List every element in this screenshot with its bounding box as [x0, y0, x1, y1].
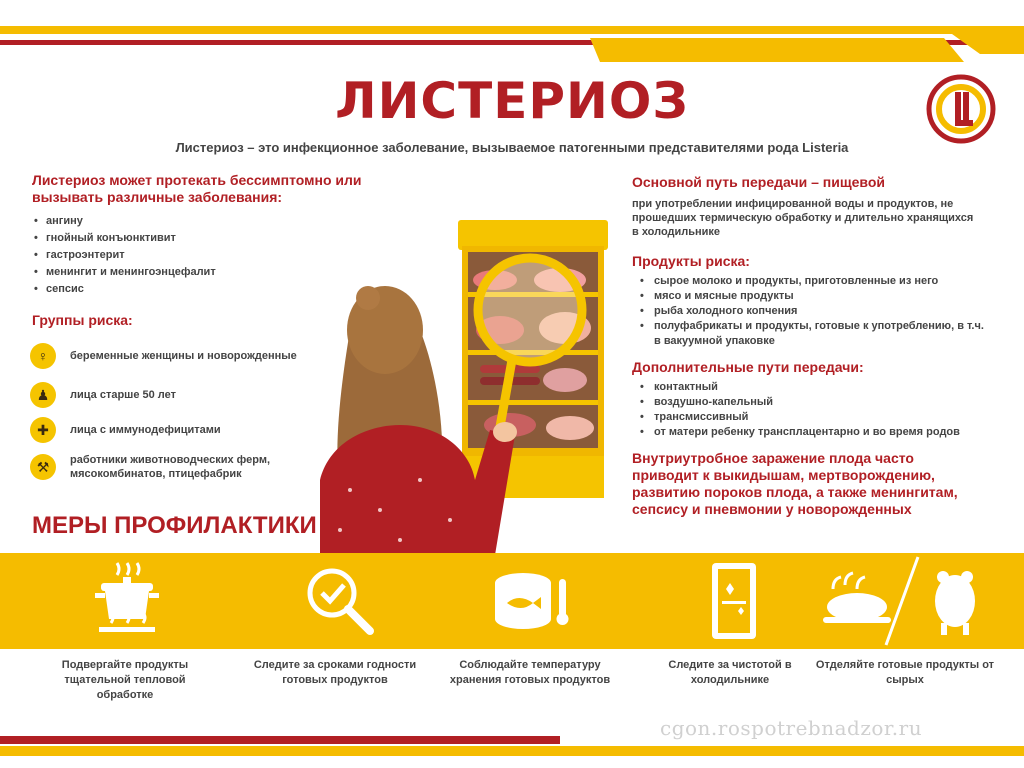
- list-item: • гнойный конъюнктивит: [32, 230, 362, 247]
- measure-caption: Следите за сроками годности готовых продуктов: [253, 659, 417, 686]
- pregnant-woman-icon: ♀: [30, 343, 56, 369]
- additional-routes-list: [632, 380, 1012, 440]
- woman-fridge-illustration: [320, 210, 630, 555]
- list-item: • менингит и менингоэнцефалит: [32, 264, 362, 281]
- magnifier-check-icon: [290, 558, 390, 644]
- diseases-list: [32, 213, 362, 298]
- clean-fridge-icon: [694, 558, 774, 644]
- risk-group-item: ♀ беременные женщины и новорожденные: [30, 343, 340, 369]
- list-item: • сырое молоко и продукты, приготовленные из него: [632, 274, 1012, 289]
- risk-group-item: ⚒ работники животноводческих ферм, мясокомбинатов, птицефабрик: [30, 453, 310, 481]
- list-item: • контактный: [632, 380, 1012, 395]
- list-item: • воздушно-капельный: [632, 395, 1012, 410]
- cooking-pot-icon: [82, 558, 172, 644]
- list-item: • сепсис: [32, 281, 362, 298]
- header-corner-decoration: [560, 24, 1024, 68]
- prevention-heading: МЕРЫ ПРОФИЛАКТИКИ: [32, 512, 317, 539]
- main-route-heading: Основной путь передачи – пищевой: [632, 174, 886, 190]
- list-item: • рыба холодного копчения: [632, 304, 1012, 319]
- list-item: • трансмиссивный: [632, 410, 1012, 425]
- risk-group-item: ♟ лица старше 50 лет: [30, 382, 340, 408]
- left-column: [32, 172, 362, 329]
- risk-groups-heading: Группы риска:: [32, 312, 133, 328]
- page-subtitle: Листериоз – это инфекционное заболевание, вызываемое патогенными представителями рода Listeria: [175, 140, 849, 155]
- list-item: • ангину: [32, 213, 362, 230]
- main-route-text: при употреблении инфицированной воды и продуктов, не прошедших термическую обработку и длительно хранящихся в холодильнике: [632, 198, 974, 238]
- measure-caption: Следите за чистотой в холодильнике: [668, 659, 792, 686]
- footer-stripe-yellow: [0, 746, 1024, 756]
- rospotrebnadzor-logo: [926, 74, 996, 144]
- measure-caption: Подвергайте продукты тщательной тепловой обработке: [61, 659, 189, 701]
- elderly-people-icon: ♟: [30, 382, 56, 408]
- list-item: • от матери ребенку трансплацентарно и во время родов: [632, 425, 1012, 440]
- immunodeficient-person-icon: ✚: [30, 417, 56, 443]
- prenatal-warning: Внутриутробное заражение плода часто приводит к выкидышам, мертворождению, развитию пороков плода, а также менингитам, сепсису и пневмонии у новорожденных: [632, 450, 958, 517]
- farm-worker-icon: ⚒: [30, 454, 56, 480]
- risk-products-heading: Продукты риска:: [632, 253, 750, 269]
- risk-group-item: ✚ лица с иммунодефицитами: [30, 417, 340, 443]
- cooked-vs-raw-chicken-icon: [808, 558, 988, 644]
- canned-fish-thermometer-icon: [484, 558, 580, 644]
- measure-caption: Отделяйте готовые продукты от сырых: [815, 659, 995, 686]
- measure-caption: Соблюдайте температуру хранения готовых продуктов: [449, 659, 611, 686]
- list-item: • гастроэнтерит: [32, 247, 362, 264]
- right-column: [632, 174, 1012, 518]
- watermark: cgon.rospotrebnadzor.ru: [660, 716, 923, 740]
- page-title: ЛИСТЕРИОЗ: [335, 72, 689, 130]
- additional-routes-heading: Дополнительные пути передачи:: [632, 359, 864, 375]
- list-item: • мясо и мясные продукты: [632, 289, 1012, 304]
- footer-stripe-red: [0, 736, 560, 744]
- diseases-heading: Листериоз может протекать бессимптомно или вызывать различные заболевания:: [32, 172, 362, 205]
- risk-products-list: [632, 274, 1012, 349]
- list-item: • полуфабрикаты и продукты, готовые к употреблению, в т.ч. в вакуумной упаковке: [632, 319, 992, 349]
